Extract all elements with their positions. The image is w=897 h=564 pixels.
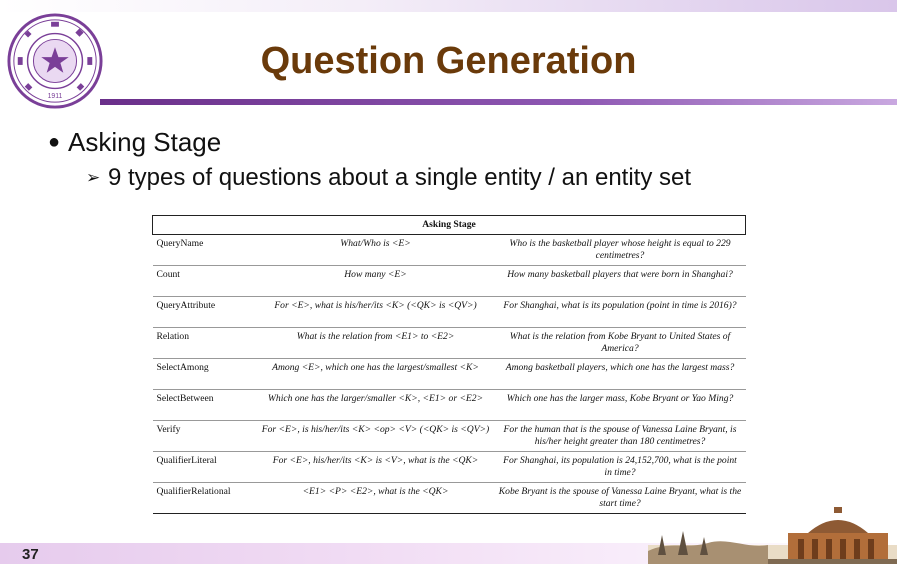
- example-cell: Among basketball players, which one has the largest mass?: [495, 359, 746, 390]
- bullet-asking-stage: [48, 127, 221, 158]
- template-cell: What/Who is <E>: [257, 235, 495, 266]
- template-cell: For <E>, what is his/her/its <K> (<QK> is <QV>): [257, 297, 495, 328]
- question-type-cell: QueryAttribute: [153, 297, 257, 328]
- sub-bullet-question-types: [86, 164, 691, 192]
- example-cell: For Shanghai, its population is 24,152,700, what is the point in time?: [495, 452, 746, 483]
- question-type-cell: Relation: [153, 328, 257, 359]
- table-row: [153, 390, 746, 421]
- table-row: [153, 359, 746, 390]
- example-cell: For the human that is the spouse of Vanessa Laine Bryant, is his/her height greater than 180 centimetres?: [495, 421, 746, 452]
- campus-building-image: [648, 505, 897, 564]
- template-cell: <E1> <P> <E2>, what is the <QK>: [257, 483, 495, 514]
- example-cell: What is the relation from Kobe Bryant to United States of America?: [495, 328, 746, 359]
- template-cell: How many <E>: [257, 266, 495, 297]
- slide-title: Question Generation: [260, 40, 637, 82]
- table-row: [153, 297, 746, 328]
- example-cell: How many basketball players that were born in Shanghai?: [495, 266, 746, 297]
- example-cell: For Shanghai, what is its population (point in time is 2016)?: [495, 297, 746, 328]
- asking-stage-table: [152, 215, 746, 514]
- question-type-cell: Verify: [153, 421, 257, 452]
- title-underline: [100, 99, 897, 105]
- bullet1-text: Asking Stage: [68, 127, 222, 157]
- page-number: 37: [22, 546, 39, 563]
- table-row: [153, 452, 746, 483]
- question-type-cell: QualifierLiteral: [153, 452, 257, 483]
- arrow-bullet-icon: ➢: [86, 168, 101, 187]
- example-cell: Who is the basketball player whose height is equal to 229 centimetres?: [495, 235, 746, 266]
- table-header: Asking Stage: [153, 216, 746, 235]
- template-cell: What is the relation from <E1> to <E2>: [257, 328, 495, 359]
- question-type-cell: QualifierRelational: [153, 483, 257, 514]
- table-row: [153, 266, 746, 297]
- template-cell: For <E>, his/her/its <K> is <V>, what is the <QK>: [257, 452, 495, 483]
- template-cell: Which one has the larger/smaller <K>, <E1> or <E2>: [257, 390, 495, 421]
- question-type-cell: SelectBetween: [153, 390, 257, 421]
- bullet-dot-icon: ●: [48, 131, 61, 153]
- question-type-cell: QueryName: [153, 235, 257, 266]
- question-type-cell: Count: [153, 266, 257, 297]
- template-cell: Among <E>, which one has the largest/smallest <K>: [257, 359, 495, 390]
- table-row: [153, 328, 746, 359]
- bullet2-text: 9 types of questions about a single entity / an entity set: [108, 164, 692, 191]
- table-header-row: [153, 216, 746, 235]
- question-type-cell: SelectAmong: [153, 359, 257, 390]
- table-row: [153, 421, 746, 452]
- template-cell: For <E>, is his/her/its <K> <op> <V> (<QK> is <QV>): [257, 421, 495, 452]
- example-cell: Kobe Bryant is the spouse of Vanessa Laine Bryant, what is the start time?: [495, 483, 746, 514]
- top-gradient-bar: [0, 0, 897, 12]
- svg-text:1911: 1911: [47, 93, 63, 101]
- table-row: [153, 235, 746, 266]
- example-cell: Which one has the larger mass, Kobe Bryant or Yao Ming?: [495, 390, 746, 421]
